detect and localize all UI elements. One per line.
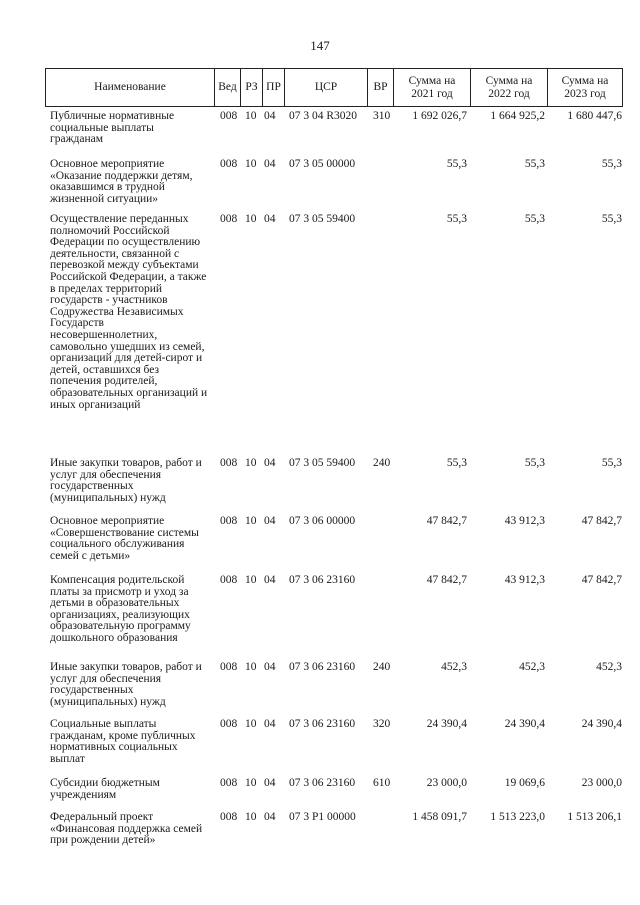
row-rz: 10 (245, 158, 257, 170)
row-name: Иные закупки товаров, работ и услуг для обеспечения государственных (муниципальных) нужд (50, 661, 202, 708)
row-name: Федеральный проект «Финансовая поддержка семей при рождении детей» (50, 811, 203, 847)
row-sum-2022: 55,3 (524, 158, 545, 170)
row-ved: 008 (220, 110, 238, 122)
header-pr: ПР (262, 69, 284, 106)
row-sum-2022: 19 069,6 (504, 777, 545, 789)
row-rz: 10 (245, 574, 257, 586)
row-sum-2023: 55,3 (601, 213, 622, 225)
row-ved: 008 (220, 457, 238, 469)
row-rz: 10 (245, 213, 257, 225)
row-sum-2022: 55,3 (524, 457, 545, 469)
row-rz: 10 (245, 110, 257, 122)
row-ved: 008 (220, 158, 238, 170)
row-rz: 10 (245, 811, 257, 823)
row-sum-2022: 43 912,3 (504, 515, 545, 527)
row-sum-2021: 55,3 (446, 213, 467, 225)
row-csr: 07 3 P1 00000 (289, 811, 356, 823)
row-rz: 10 (245, 661, 257, 673)
row-csr: 07 3 06 23160 (289, 777, 356, 789)
row-sum-2023: 1 680 447,6 (567, 110, 622, 122)
row-vr: 240 (373, 661, 391, 673)
row-sum-2021: 47 842,7 (426, 574, 467, 586)
row-sum-2023: 1 513 206,1 (567, 811, 622, 823)
row-pr: 04 (264, 661, 276, 673)
row-sum-2023: 24 390,4 (581, 718, 622, 730)
row-sum-2022: 55,3 (524, 213, 545, 225)
header-csr: ЦСР (284, 69, 367, 106)
row-pr: 04 (264, 718, 276, 730)
row-vr: 610 (373, 777, 391, 789)
row-csr: 07 3 05 59400 (289, 457, 356, 469)
row-sum-2021: 1 692 026,7 (412, 110, 467, 122)
row-pr: 04 (264, 515, 276, 527)
row-sum-2021: 47 842,7 (426, 515, 467, 527)
header-rz: РЗ (240, 69, 262, 106)
row-pr: 04 (264, 457, 276, 469)
row-sum-2023: 47 842,7 (581, 574, 622, 586)
row-rz: 10 (245, 718, 257, 730)
row-sum-2023: 55,3 (601, 158, 622, 170)
row-sum-2023: 55,3 (601, 457, 622, 469)
row-csr: 07 3 06 23160 (289, 718, 356, 730)
header-vr: ВР (367, 69, 393, 106)
row-pr: 04 (264, 777, 276, 789)
row-name: Субсидии бюджетным учреждениям (50, 777, 160, 801)
row-pr: 04 (264, 110, 276, 122)
row-ved: 008 (220, 213, 238, 225)
row-rz: 10 (245, 777, 257, 789)
row-name: Осуществление переданных полномочий Российской Федерации по осуществлению деятельности, связанной с перевозкой между субъектами Российской Федерации, а также в пределах территорий государств - участников Содружества Независимых Государств несовершеннолетних, самовольно ушедших из семей, организаций для детей-сирот и детей, оставшихся без попечения родителей, образовательных организаций и иных организаций (50, 213, 208, 411)
row-sum-2023: 23 000,0 (581, 777, 622, 789)
row-sum-2022: 43 912,3 (504, 574, 545, 586)
row-name: Компенсация родительской платы за присмотр и уход за детьми в образовательных организациях, реализующих образовательную программу дошкольного образования (50, 574, 191, 644)
header-ved: Вед (214, 69, 240, 106)
row-sum-2021: 1 458 091,7 (412, 811, 467, 823)
header-sum-2023: Сумма на 2023 год (547, 69, 623, 106)
row-pr: 04 (264, 574, 276, 586)
row-pr: 04 (264, 811, 276, 823)
row-ved: 008 (220, 777, 238, 789)
row-name: Основное мероприятие «Совершенствование системы социального обслуживания семей с детьми» (50, 515, 199, 562)
row-sum-2021: 452,3 (441, 661, 467, 673)
table-header (45, 68, 623, 107)
row-sum-2021: 23 000,0 (426, 777, 467, 789)
row-pr: 04 (264, 158, 276, 170)
row-ved: 008 (220, 515, 238, 527)
row-csr: 07 3 06 23160 (289, 661, 356, 673)
row-sum-2023: 47 842,7 (581, 515, 622, 527)
row-csr: 07 3 06 00000 (289, 515, 356, 527)
row-csr: 07 3 05 00000 (289, 158, 356, 170)
row-vr: 320 (373, 718, 391, 730)
row-pr: 04 (264, 213, 276, 225)
header-sum-2021: Сумма на 2021 год (393, 69, 470, 106)
row-sum-2022: 1 664 925,2 (490, 110, 545, 122)
row-name: Социальные выплаты гражданам, кроме публичных нормативных социальных выплат (50, 718, 196, 765)
row-ved: 008 (220, 574, 238, 586)
row-sum-2022: 1 513 223,0 (490, 811, 545, 823)
header-sum-2022: Сумма на 2022 год (470, 69, 547, 106)
row-sum-2023: 452,3 (596, 661, 622, 673)
row-csr: 07 3 05 59400 (289, 213, 356, 225)
row-vr: 310 (373, 110, 391, 122)
row-csr: 07 3 04 R3020 (289, 110, 358, 122)
row-ved: 008 (220, 811, 238, 823)
row-ved: 008 (220, 718, 238, 730)
row-sum-2021: 55,3 (446, 457, 467, 469)
row-sum-2022: 452,3 (519, 661, 545, 673)
row-name: Основное мероприятие «Оказание поддержки детям, оказавшимся в трудной жизненной ситуации» (50, 158, 193, 205)
row-name: Иные закупки товаров, работ и услуг для обеспечения государственных (муниципальных) нужд (50, 457, 202, 504)
row-sum-2021: 24 390,4 (426, 718, 467, 730)
header-name: Наименование (45, 69, 214, 106)
page-number: 147 (310, 38, 330, 53)
row-name: Публичные нормативные социальные выплаты гражданам (50, 110, 175, 146)
row-sum-2021: 55,3 (446, 158, 467, 170)
row-rz: 10 (245, 515, 257, 527)
row-vr: 240 (373, 457, 391, 469)
row-csr: 07 3 06 23160 (289, 574, 356, 586)
row-sum-2022: 24 390,4 (504, 718, 545, 730)
row-rz: 10 (245, 457, 257, 469)
row-ved: 008 (220, 661, 238, 673)
